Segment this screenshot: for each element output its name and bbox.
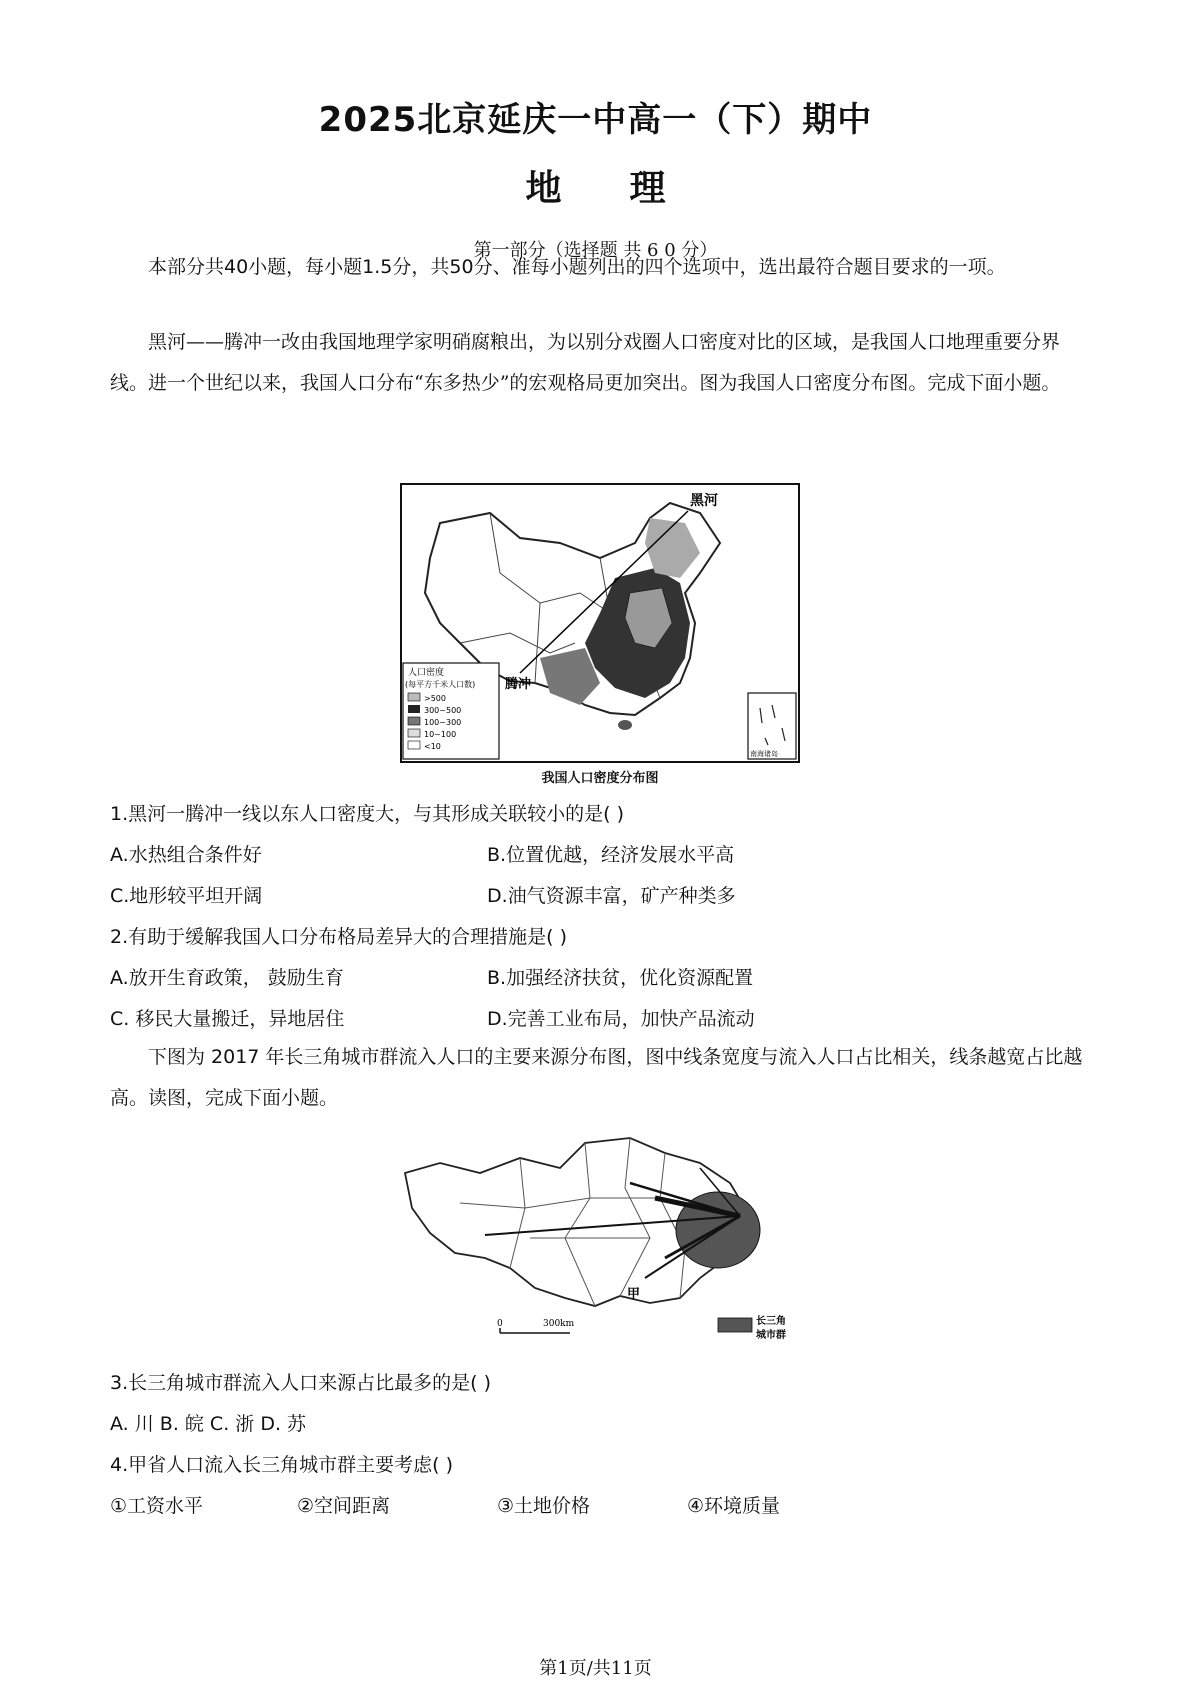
migration-source-map xyxy=(400,1128,800,1348)
question-2-stem: 2.有助于缓解我国人口分布格局差异大的合理措施是( ) xyxy=(110,926,567,948)
q4-option-4: ④环境质量 xyxy=(687,1495,781,1517)
subject-char-2: 理 xyxy=(629,168,666,209)
legend-item-5: <10 xyxy=(424,742,441,751)
q2-option-b: B.加强经济扶贫，优化资源配置 xyxy=(487,967,754,989)
map1-caption: 我国人口密度分布图 xyxy=(541,771,659,786)
migration-source-map-svg xyxy=(400,1128,800,1348)
q2-option-a: A.放开生育政策， 鼓励生育 xyxy=(110,967,344,989)
passage-1: 黑河——腾冲一改由我国地理学家明硝腐粮出，为以别分戏圈人口密度对比的区域，是我国人口地理重要分界线。进一个世纪以来，我国人口分布“东多热少”的宏观格局更加突出。图为我国人口密度分布图。完成下面小题。 xyxy=(110,331,1061,394)
hainan-island xyxy=(618,720,632,730)
legend-swatch-2 xyxy=(408,705,420,713)
label-jia: 甲 xyxy=(627,1287,641,1302)
q4-option-2: ②空间距离 xyxy=(297,1495,391,1517)
passage-2: 下图为 2017 年长三角城市群流入人口的主要来源分布图，图中线条宽度与流入人口占比相关，线条越宽占比越高。读图，完成下面小题。 xyxy=(110,1046,1083,1109)
q4-option-1: ①工资水平 xyxy=(110,1495,204,1517)
q1-option-d: D.油气资源丰富，矿产种类多 xyxy=(487,885,736,907)
population-density-map xyxy=(400,483,800,763)
question-4-stem: 4.甲省人口流入长三角城市群主要考虑( ) xyxy=(110,1454,453,1476)
legend-item-2: 300~500 xyxy=(424,706,462,715)
question-3-stem: 3.长三角城市群流入人口来源占比最多的是( ) xyxy=(110,1372,491,1394)
legend-delta-text-1: 长三角 xyxy=(756,1316,786,1327)
q1-option-c: C.地形较平坦开阔 xyxy=(110,885,263,907)
legend-swatch-1 xyxy=(408,693,420,701)
question-1-stem: 1.黑河一腾冲一线以东人口密度大，与其形成关联较小的是( ) xyxy=(110,803,624,825)
intro-paragraph: 本部分共40小题，每小题1.5分，共50分、准每小题列出的四个选项中，选出最符合题目要求的一项。 xyxy=(148,256,1006,278)
legend-title: 人口密度 xyxy=(408,668,445,678)
page-title: 2025北京延庆一中高一（下）期中 xyxy=(318,100,873,140)
q2-option-d: D.完善工业布局，加快产品流动 xyxy=(487,1008,755,1030)
scale-label: 300km xyxy=(543,1319,575,1329)
legend-item-4: 10~100 xyxy=(424,730,457,739)
label-tengchong: 腾冲 xyxy=(505,677,532,692)
population-density-map-svg xyxy=(400,483,800,763)
part-heading: 第一部分（选择题 共 6 0 分） xyxy=(473,240,718,261)
legend-item-3: 100~300 xyxy=(424,718,462,727)
q1-option-a: A.水热组合条件好 xyxy=(110,844,262,866)
q4-option-3: ③土地价格 xyxy=(497,1495,591,1517)
subject-char-1: 地 xyxy=(525,168,562,209)
legend-delta-text-2: 城市群 xyxy=(756,1330,786,1341)
scale-zero: 0 xyxy=(497,1319,503,1329)
q1-option-b: B.位置优越，经济发展水平高 xyxy=(487,844,735,866)
label-heihe: 黑河 xyxy=(690,493,718,509)
legend-delta-swatch xyxy=(718,1318,752,1332)
page-footer: 第1页/共11页 xyxy=(539,1658,652,1679)
legend-swatch-3 xyxy=(408,717,420,725)
legend-item-1: >500 xyxy=(424,694,446,703)
q3-options: A. 川 B. 皖 C. 浙 D. 苏 xyxy=(110,1413,307,1435)
legend-swatch-4 xyxy=(408,729,420,737)
inset-label: 南海诸岛 xyxy=(750,750,778,758)
legend-unit: (每平方千米人口数) xyxy=(405,680,476,689)
legend-swatch-5 xyxy=(408,741,420,749)
q2-option-c: C. 移民大量搬迁，异地居住 xyxy=(110,1008,345,1030)
subject-title xyxy=(0,160,1191,211)
